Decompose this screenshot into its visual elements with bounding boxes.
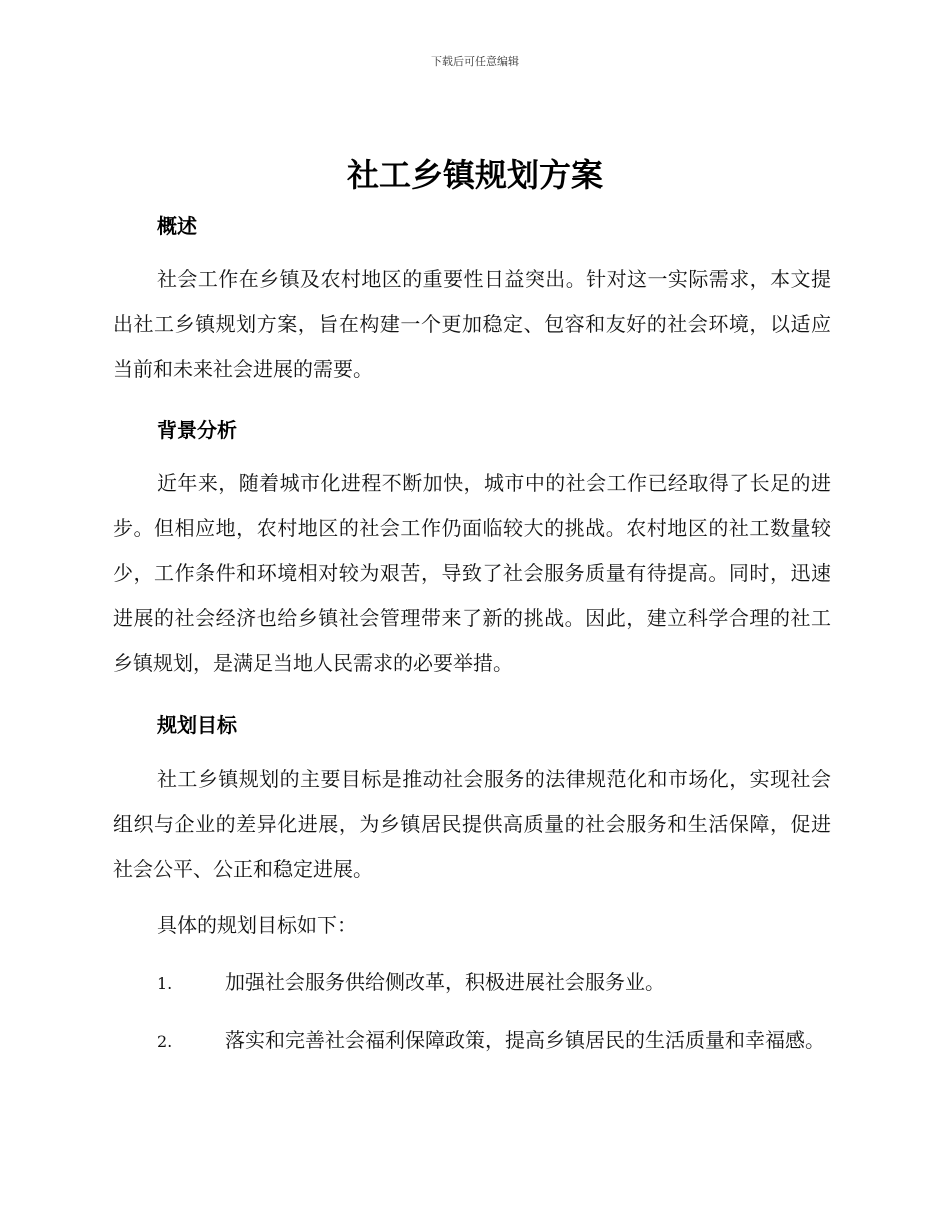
section-heading-overview: 概述	[157, 214, 197, 238]
list-item	[113, 1018, 831, 1064]
document-title: 社工乡镇规划方案	[346, 156, 603, 194]
paragraph-background: 近年来，随着城市化进程不断加快，城市中的社会工作已经取得了长足的进步。但相应地，农村地区的社会工作仍面临较大的挑战。农村地区的社工数量较少，工作条件和环境相对较为艰苦，导致了社会服务质量有待提高。同时，迅速进展的社会经济也给乡镇社会管理带来了新的挑战。因此，建立科学合理的社工乡镇规划，是满足当地人民需求的必要举措。	[113, 471, 831, 675]
page-header-note: 下载后可任意编辑	[431, 55, 519, 68]
section-heading-background: 背景分析	[157, 418, 237, 442]
list-item-number: 2.	[157, 1032, 173, 1051]
list-item-text: 加强社会服务供给侧改革，积极进展社会服务业。	[225, 970, 665, 994]
list-item-number: 1.	[157, 974, 173, 993]
paragraph-goals-intro: 具体的规划目标如下：	[157, 913, 357, 937]
list-item	[113, 960, 831, 1006]
list-item-text: 落实和完善社会福利保障政策，提高乡镇居民的生活质量和幸福感。	[225, 1028, 825, 1052]
section-heading-goals: 规划目标	[157, 713, 237, 737]
paragraph-overview: 社会工作在乡镇及农村地区的重要性日益突出。针对这一实际需求，本文提出社工乡镇规划方案，旨在构建一个更加稳定、包容和友好的社会环境，以适应当前和未来社会进展的需要。	[113, 267, 831, 381]
paragraph-goals: 社工乡镇规划的主要目标是推动社会服务的法律规范化和市场化，实现社会组织与企业的差异化进展，为乡镇居民提供高质量的社会服务和生活保障，促进社会公平、公正和稳定进展。	[113, 767, 831, 881]
